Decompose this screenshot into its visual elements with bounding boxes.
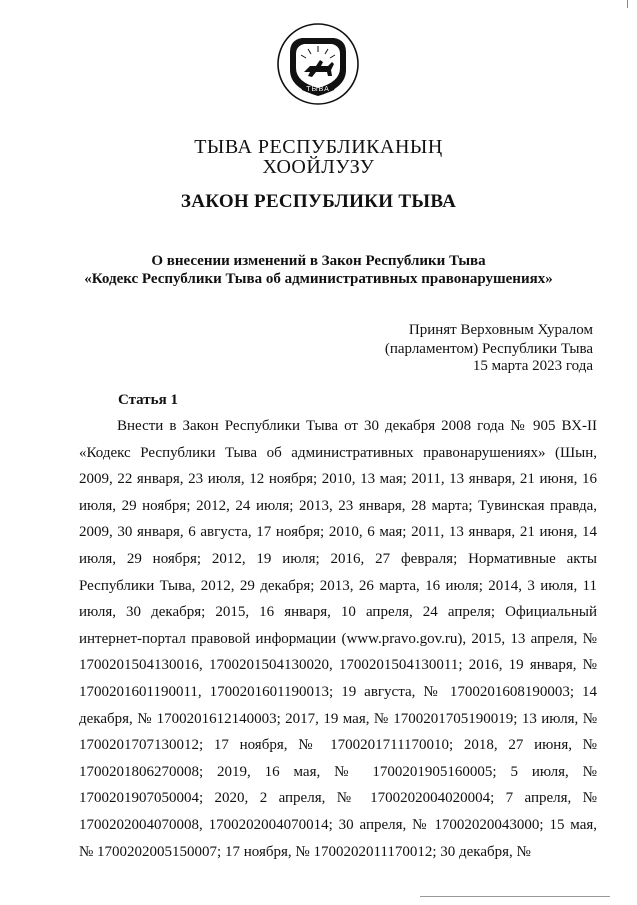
adopted-by-line-1: Принят Верховным Хуралом xyxy=(408,322,593,338)
scan-bottom-line xyxy=(420,896,610,897)
law-subject-line-1: О внесении изменений в Закон Республики Тыва xyxy=(151,253,486,269)
tuva-coat-of-arms-icon xyxy=(276,22,360,106)
adopted-by-line-2: (парламентом) Республики Тыва xyxy=(384,341,593,357)
article-body-text: Внести в Закон Республики Тыва от 30 декабря 2008 года № 905 ВХ-II «Кодекс Республики Тыва об административных правонарушениях» (Шын, 2009, 22 января, 23 июля, 12 ноября; 2010, 13 мая; 2011, 13 января, 21 июня, 16 июля, 29 ноября; 2012, 24 июля; 2013, 23 января, 28 марта; Тувинская правда, 2009, 30 января, 6 августа, 17 ноября; 2010, 6 мая; 2011, 13 января, 21 июня, 14 июля, 29 ноября; 2012, 19 июля; 2016, 27 февраля; Нормативные акты Республики Тыва, 2012, 29 декабря; 2013, 26 марта, 16 июля; 2014, 3 июля, 11 июля, 30 декабря; 2015, 16 января, 10 апреля, 24 апреля; Официальный интернет-портал правовой информации (www.pravo.gov.ru), 2015, 13 апреля, № 1700201504130016, 1700201504130020, 1700201504130011; 2016, 19 января, № 1700201601190011, 1700201601190013; 19 августа, № 1700201608190003; 14 декабря, № 1700201612140003; 2017, 19 мая, № 1700201705190019; 13 июля, № 1700201707130012; 17 ноября, № 1700201711170010; 2018, 27 июня, № 1700201806270008; 2019, 16 мая, № 1700201905160005; 5 июля, № 1700201907050004; 2020, 2 апреля, № 1700202004020004; 7 апреля, № 1700202004070008, 1700202004070014; 30 апреля, № 17002020043000; 15 мая, № 1700202005150007; 17 ноября, № 1700202011170012; 30 декабря, № xyxy=(79,418,597,860)
hural-name-line-2: ХООЙЛУЗУ xyxy=(262,156,375,178)
adoption-date: 15 марта 2023 года xyxy=(472,358,593,374)
hural-name-line-1: ТЫВА РЕСПУБЛИКАНЫҢ xyxy=(194,136,443,158)
emblem-label: ТЫВА xyxy=(306,86,330,93)
law-title: ЗАКОН РЕСПУБЛИКИ ТЫВА xyxy=(180,191,457,212)
article-heading: Статья 1 xyxy=(118,392,178,408)
scan-corner-mark xyxy=(627,0,628,8)
law-subject-line-2: «Кодекс Республики Тыва об административных правонарушениях» xyxy=(84,271,553,287)
